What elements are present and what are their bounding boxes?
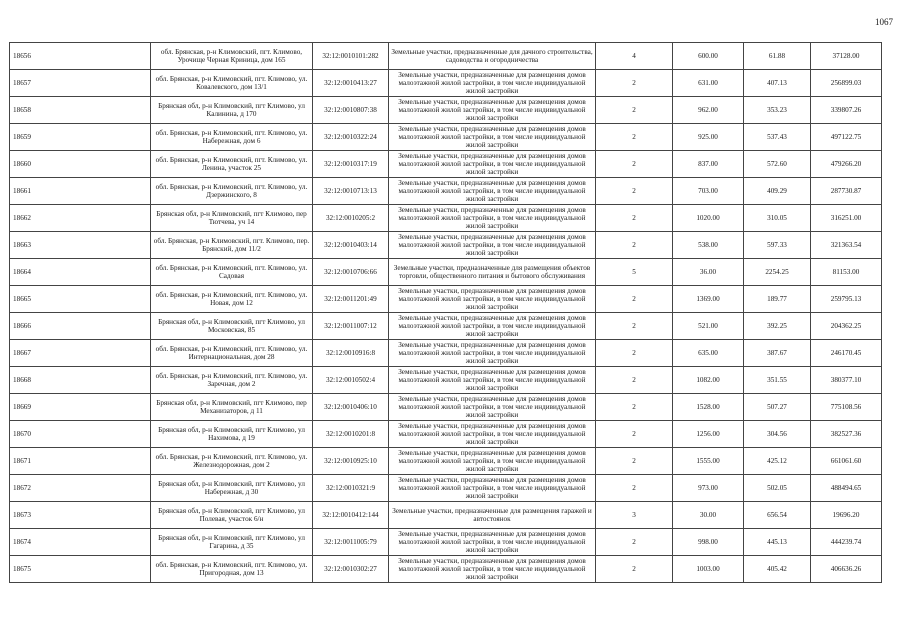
group-cell: 3 — [596, 502, 673, 529]
land-use-cell: Земельные участки, предназначенные для размещения домов малоэтажной жилой застройки, в том числе индивидуальной жилой застройки — [389, 286, 596, 313]
table-row — [10, 475, 882, 502]
specific-value-cell: 310.05 — [744, 205, 811, 232]
group-cell: 2 — [596, 475, 673, 502]
area-cell: 631.00 — [673, 70, 744, 97]
cadastral-number-cell: 32:12:0010302:27 — [313, 556, 389, 583]
address-cell: обл. Брянская, р-н Климовский, пгт. Климово, пер. Брянский, дом 11/2 — [151, 232, 313, 259]
table-row — [10, 232, 882, 259]
record-number-cell: 18675 — [10, 556, 151, 583]
address-cell: обл. Брянская, р-н Климовский, пгт. Климово, ул. Новая, дом 12 — [151, 286, 313, 313]
specific-value-cell: 656.54 — [744, 502, 811, 529]
cadastral-number-cell: 32:12:0011007:12 — [313, 313, 389, 340]
cadastral-number-cell: 32:12:0010205:2 — [313, 205, 389, 232]
address-cell: обл. Брянская, р-н Климовский, пгт. Климово, ул. Интернациональная, дом 28 — [151, 340, 313, 367]
specific-value-cell: 445.13 — [744, 529, 811, 556]
cadastral-value-cell: 246170.45 — [811, 340, 882, 367]
specific-value-cell: 351.55 — [744, 367, 811, 394]
cadastral-value-cell: 287730.87 — [811, 178, 882, 205]
page-number: 1067 — [875, 17, 893, 27]
record-number-cell: 18660 — [10, 151, 151, 178]
address-cell: обл. Брянская, р-н Климовский, пгт. Климово, ул. Заречная, дом 2 — [151, 367, 313, 394]
cadastral-number-cell: 32:12:0010201:8 — [313, 421, 389, 448]
address-cell: обл. Брянская, р-н Климовский, пгт. Климово, ул. Ленина, участок 25 — [151, 151, 313, 178]
land-use-cell: Земельные участки, предназначенные для размещения домов малоэтажной жилой застройки, в том числе индивидуальной жилой застройки — [389, 70, 596, 97]
group-cell: 2 — [596, 232, 673, 259]
specific-value-cell: 597.33 — [744, 232, 811, 259]
record-number-cell: 18673 — [10, 502, 151, 529]
area-cell: 1003.00 — [673, 556, 744, 583]
address-cell: Брянская обл, р-н Климовский, пгт Климово, ул Московская, 85 — [151, 313, 313, 340]
record-number-cell: 18674 — [10, 529, 151, 556]
group-cell: 2 — [596, 448, 673, 475]
table-row — [10, 448, 882, 475]
record-number-cell: 18661 — [10, 178, 151, 205]
record-number-cell: 18656 — [10, 43, 151, 70]
table-row — [10, 502, 882, 529]
group-cell: 5 — [596, 259, 673, 286]
record-number-cell: 18671 — [10, 448, 151, 475]
table-row — [10, 43, 882, 70]
area-cell: 1256.00 — [673, 421, 744, 448]
specific-value-cell: 425.12 — [744, 448, 811, 475]
group-cell: 2 — [596, 394, 673, 421]
cadastral-value-cell: 339807.26 — [811, 97, 882, 124]
land-use-cell: Земельные участки, предназначенные для размещения домов малоэтажной жилой застройки, в том числе индивидуальной жилой застройки — [389, 448, 596, 475]
specific-value-cell: 502.05 — [744, 475, 811, 502]
group-cell: 2 — [596, 70, 673, 97]
land-use-cell: Земельные участки, предназначенные для размещения домов малоэтажной жилой застройки, в том числе индивидуальной жилой застройки — [389, 421, 596, 448]
cadastral-value-cell: 775108.56 — [811, 394, 882, 421]
land-use-cell: Земельные участки, предназначенные для размещения домов малоэтажной жилой застройки, в том числе индивидуальной жилой застройки — [389, 556, 596, 583]
cadastral-number-cell: 32:12:0010101:282 — [313, 43, 389, 70]
area-cell: 837.00 — [673, 151, 744, 178]
table-row — [10, 421, 882, 448]
specific-value-cell: 387.67 — [744, 340, 811, 367]
table-row — [10, 367, 882, 394]
cadastral-value-cell: 444239.74 — [811, 529, 882, 556]
record-number-cell: 18663 — [10, 232, 151, 259]
specific-value-cell: 61.88 — [744, 43, 811, 70]
area-cell: 703.00 — [673, 178, 744, 205]
specific-value-cell: 353.23 — [744, 97, 811, 124]
record-number-cell: 18659 — [10, 124, 151, 151]
land-use-cell: Земельные участки, предназначенные для размещения домов малоэтажной жилой застройки, в том числе индивидуальной жилой застройки — [389, 232, 596, 259]
table-row — [10, 286, 882, 313]
cadastral-number-cell: 32:12:0011201:49 — [313, 286, 389, 313]
land-use-cell: Земельные участки, предназначенные для размещения домов малоэтажной жилой застройки, в том числе индивидуальной жилой застройки — [389, 394, 596, 421]
cadastral-number-cell: 32:12:0010412:144 — [313, 502, 389, 529]
cadastral-number-cell: 32:12:0010713:13 — [313, 178, 389, 205]
land-use-cell: Земельные участки, предназначенные для размещения домов малоэтажной жилой застройки, в том числе индивидуальной жилой застройки — [389, 124, 596, 151]
land-use-cell: Земельные участки, предназначенные для размещения объектов торговли, общественного питания и бытового обслуживания — [389, 259, 596, 286]
cadastral-value-table — [9, 42, 882, 583]
land-use-cell: Земельные участки, предназначенные для размещения домов малоэтажной жилой застройки, в том числе индивидуальной жилой застройки — [389, 205, 596, 232]
table-row — [10, 259, 882, 286]
address-cell: обл. Брянская, р-н Климовский, пгт. Климово, ул. Ковалевского, дом 13/1 — [151, 70, 313, 97]
record-number-cell: 18666 — [10, 313, 151, 340]
cadastral-value-cell: 406636.26 — [811, 556, 882, 583]
cadastral-number-cell: 32:12:0010925:10 — [313, 448, 389, 475]
cadastral-number-cell: 32:12:0010916:8 — [313, 340, 389, 367]
cadastral-number-cell: 32:12:0010321:9 — [313, 475, 389, 502]
record-number-cell: 18658 — [10, 97, 151, 124]
group-cell: 2 — [596, 340, 673, 367]
table-row — [10, 205, 882, 232]
cadastral-value-cell: 380377.10 — [811, 367, 882, 394]
cadastral-number-cell: 32:12:0010706:66 — [313, 259, 389, 286]
cadastral-value-cell: 37128.00 — [811, 43, 882, 70]
cadastral-value-cell: 81153.00 — [811, 259, 882, 286]
group-cell: 2 — [596, 151, 673, 178]
area-cell: 1555.00 — [673, 448, 744, 475]
address-cell: Брянская обл, р-н Климовский, пгт Климово, ул Гагарина, д 35 — [151, 529, 313, 556]
land-use-cell: Земельные участки, предназначенные для размещения гаражей и автостоянок — [389, 502, 596, 529]
specific-value-cell: 572.60 — [744, 151, 811, 178]
group-cell: 2 — [596, 529, 673, 556]
area-cell: 1369.00 — [673, 286, 744, 313]
table-row — [10, 97, 882, 124]
record-number-cell: 18662 — [10, 205, 151, 232]
specific-value-cell: 407.13 — [744, 70, 811, 97]
specific-value-cell: 304.56 — [744, 421, 811, 448]
group-cell: 2 — [596, 556, 673, 583]
area-cell: 30.00 — [673, 502, 744, 529]
land-use-cell: Земельные участки, предназначенные для размещения домов малоэтажной жилой застройки, в том числе индивидуальной жилой застройки — [389, 475, 596, 502]
record-number-cell: 18667 — [10, 340, 151, 367]
cadastral-number-cell: 32:12:0010322:24 — [313, 124, 389, 151]
address-cell: Брянская обл, р-н Климовский, пгт Климово, ул Калинина, д 170 — [151, 97, 313, 124]
specific-value-cell: 189.77 — [744, 286, 811, 313]
cadastral-value-cell: 321363.54 — [811, 232, 882, 259]
land-use-cell: Земельные участки, предназначенные для размещения домов малоэтажной жилой застройки, в том числе индивидуальной жилой застройки — [389, 97, 596, 124]
land-use-cell: Земельные участки, предназначенные для размещения домов малоэтажной жилой застройки, в том числе индивидуальной жилой застройки — [389, 367, 596, 394]
address-cell: Брянская обл, р-н Климовский, пгт Климово, пер Механизаторов, д 11 — [151, 394, 313, 421]
area-cell: 925.00 — [673, 124, 744, 151]
land-use-cell: Земельные участки, предназначенные для размещения домов малоэтажной жилой застройки, в том числе индивидуальной жилой застройки — [389, 340, 596, 367]
cadastral-value-cell: 19696.20 — [811, 502, 882, 529]
group-cell: 4 — [596, 43, 673, 70]
table-row — [10, 313, 882, 340]
cadastral-number-cell: 32:12:0010406:10 — [313, 394, 389, 421]
area-cell: 1020.00 — [673, 205, 744, 232]
record-number-cell: 18668 — [10, 367, 151, 394]
specific-value-cell: 2254.25 — [744, 259, 811, 286]
area-cell: 973.00 — [673, 475, 744, 502]
cadastral-value-cell: 497122.75 — [811, 124, 882, 151]
cadastral-number-cell: 32:12:0010807:38 — [313, 97, 389, 124]
group-cell: 2 — [596, 367, 673, 394]
cadastral-value-cell: 256899.03 — [811, 70, 882, 97]
record-number-cell: 18665 — [10, 286, 151, 313]
address-cell: Брянская обл, р-н Климовский, пгт Климово, ул Полевая, участок 6/н — [151, 502, 313, 529]
area-cell: 521.00 — [673, 313, 744, 340]
area-cell: 998.00 — [673, 529, 744, 556]
cadastral-value-cell: 488494.65 — [811, 475, 882, 502]
land-use-cell: Земельные участки, предназначенные для размещения домов малоэтажной жилой застройки, в том числе индивидуальной жилой застройки — [389, 178, 596, 205]
area-cell: 538.00 — [673, 232, 744, 259]
table-row — [10, 124, 882, 151]
cadastral-value-cell: 661061.60 — [811, 448, 882, 475]
table-row — [10, 151, 882, 178]
address-cell: обл. Брянская, р-н Климовский, пгт. Климово, ул. Дзержинского, 8 — [151, 178, 313, 205]
cadastral-value-cell: 316251.00 — [811, 205, 882, 232]
cadastral-number-cell: 32:12:0011005:79 — [313, 529, 389, 556]
address-cell: обл. Брянская, р-н Климовский, пгт. Климово, ул. Пригородная, дом 13 — [151, 556, 313, 583]
group-cell: 2 — [596, 205, 673, 232]
address-cell: обл. Брянская, р-н Климовский, пгт. Климово, ул. Железнодорожная, дом 2 — [151, 448, 313, 475]
record-number-cell: 18657 — [10, 70, 151, 97]
area-cell: 600.00 — [673, 43, 744, 70]
table-row — [10, 529, 882, 556]
cadastral-number-cell: 32:12:0010413:27 — [313, 70, 389, 97]
record-number-cell: 18669 — [10, 394, 151, 421]
group-cell: 2 — [596, 97, 673, 124]
table-row — [10, 394, 882, 421]
area-cell: 36.00 — [673, 259, 744, 286]
table-row — [10, 70, 882, 97]
cadastral-number-cell: 32:12:0010502:4 — [313, 367, 389, 394]
land-use-cell: Земельные участки, предназначенные для дачного строительства, садоводства и огородничества — [389, 43, 596, 70]
group-cell: 2 — [596, 124, 673, 151]
specific-value-cell: 392.25 — [744, 313, 811, 340]
table-row — [10, 340, 882, 367]
record-number-cell: 18672 — [10, 475, 151, 502]
cadastral-value-cell: 204362.25 — [811, 313, 882, 340]
address-cell: Брянская обл, р-н Климовский, пгт Климово, пер Тютчева, уч 14 — [151, 205, 313, 232]
cadastral-value-cell: 382527.36 — [811, 421, 882, 448]
address-cell: Брянская обл, р-н Климовский, пгт Климово, ул Нахимова, д 19 — [151, 421, 313, 448]
table-row — [10, 556, 882, 583]
land-use-cell: Земельные участки, предназначенные для размещения домов малоэтажной жилой застройки, в том числе индивидуальной жилой застройки — [389, 151, 596, 178]
address-cell: Брянская обл, р-н Климовский, пгт Климово, ул Набережная, д 30 — [151, 475, 313, 502]
address-cell: обл. Брянская, р-н Климовский, пгт. Климово, ул. Садовая — [151, 259, 313, 286]
cadastral-number-cell: 32:12:0010403:14 — [313, 232, 389, 259]
record-number-cell: 18664 — [10, 259, 151, 286]
address-cell: обл. Брянская, р-н Климовский, пгт. Климово, ул. Набережная, дом 6 — [151, 124, 313, 151]
group-cell: 2 — [596, 421, 673, 448]
group-cell: 2 — [596, 178, 673, 205]
area-cell: 635.00 — [673, 340, 744, 367]
specific-value-cell: 537.43 — [744, 124, 811, 151]
specific-value-cell: 405.42 — [744, 556, 811, 583]
group-cell: 2 — [596, 313, 673, 340]
table-row — [10, 178, 882, 205]
cadastral-value-cell: 259795.13 — [811, 286, 882, 313]
land-use-cell: Земельные участки, предназначенные для размещения домов малоэтажной жилой застройки, в том числе индивидуальной жилой застройки — [389, 313, 596, 340]
area-cell: 962.00 — [673, 97, 744, 124]
group-cell: 2 — [596, 286, 673, 313]
area-cell: 1082.00 — [673, 367, 744, 394]
address-cell: обл. Брянская, р-н Климовский, пгт. Климово, Урочище Черная Криница, дом 165 — [151, 43, 313, 70]
land-use-cell: Земельные участки, предназначенные для размещения домов малоэтажной жилой застройки, в том числе индивидуальной жилой застройки — [389, 529, 596, 556]
area-cell: 1528.00 — [673, 394, 744, 421]
specific-value-cell: 507.27 — [744, 394, 811, 421]
cadastral-number-cell: 32:12:0010317:19 — [313, 151, 389, 178]
cadastral-value-cell: 479266.20 — [811, 151, 882, 178]
record-number-cell: 18670 — [10, 421, 151, 448]
specific-value-cell: 409.29 — [744, 178, 811, 205]
